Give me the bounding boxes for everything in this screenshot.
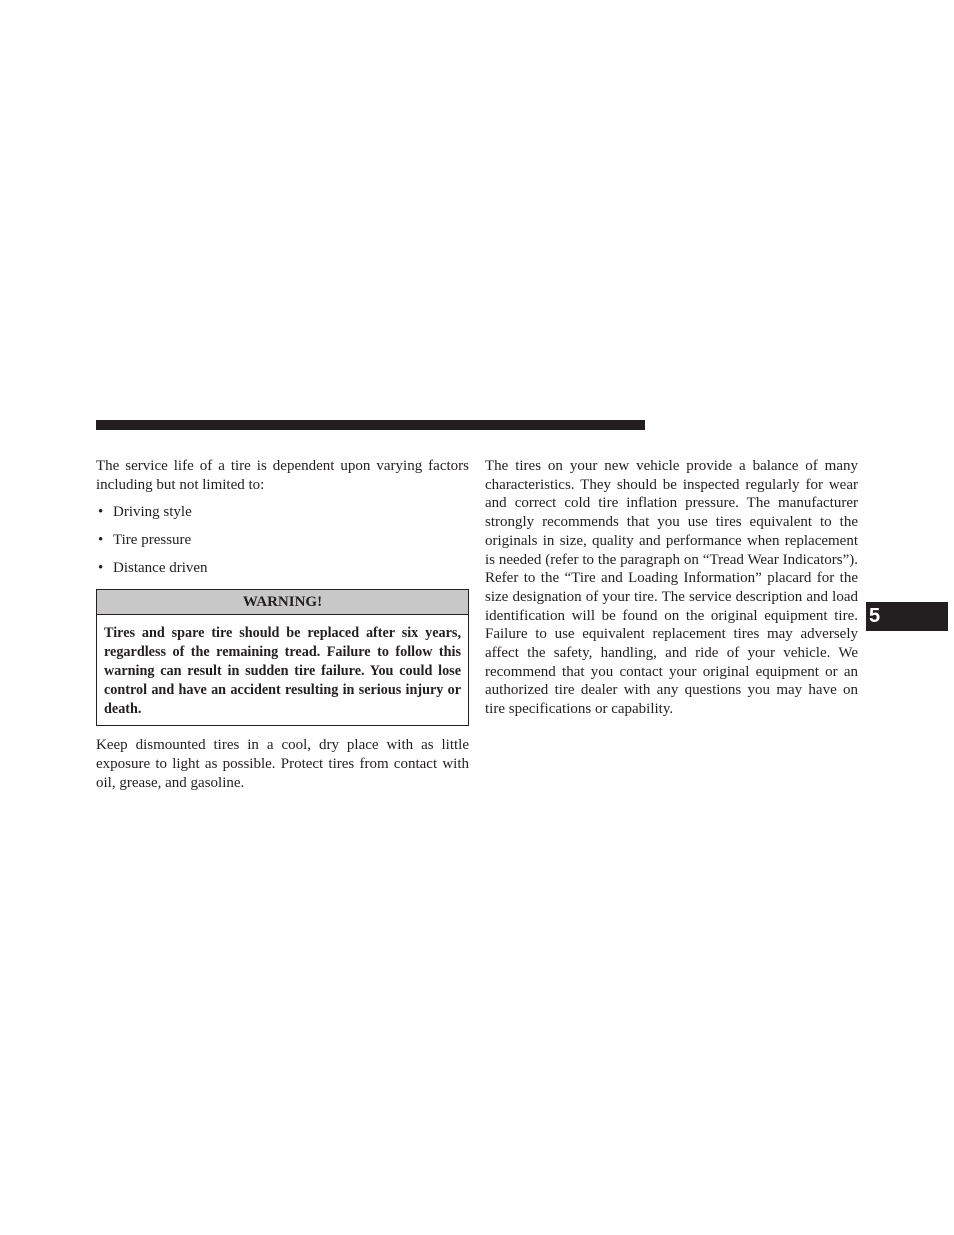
section-header-rule [96, 420, 645, 430]
list-item-label: Driving style [113, 504, 192, 521]
intro-paragraph: The service life of a tire is dependent upon varying factors including but not limited to: [96, 458, 469, 493]
warning-box [96, 589, 469, 726]
list-item-label: Tire pressure [113, 532, 192, 549]
warning-heading: WARNING! [97, 590, 468, 615]
bullet-icon: • [98, 504, 104, 521]
list-item [96, 503, 469, 531]
replacement-paragraph: The tires on your new vehicle provide a balance of many characteristics. They should be inspected regularly for wear and correct cold tire inflation pressure. The manufacturer strongly recommends that you use tires equivalent to the originals in size, quality and performance when replacement is needed (refer to the paragraph on “Tread Wear Indicators”). Refer to the “Tire and Loading Information” placard for the size designation of your tire. The service description and load identification will be found on the original equipment tire. Failure to use equivalent replacement tires may adversely affect the safety, handling, and ride of your vehicle. We recommend that you contact your original equipment or an authorized tire dealer with any questions you may have on tire specifications or capability. [485, 458, 858, 718]
right-column [485, 457, 858, 719]
warning-text: Tires and spare tire should be replaced after six years, regardless of the remaining tread. Failure to follow this warning can result in sudden tire failure. You could lose control and have an accident resulting in serious injury or death. [104, 625, 461, 717]
factor-list [96, 503, 469, 587]
chapter-tab [866, 602, 948, 631]
list-item [96, 559, 469, 587]
bullet-icon: • [98, 560, 104, 577]
bullet-icon: • [98, 532, 104, 549]
chapter-number: 5 [869, 605, 881, 627]
list-item [96, 531, 469, 559]
left-column [96, 457, 469, 793]
storage-paragraph: Keep dismounted tires in a cool, dry place with as little exposure to light as possible. Protect tires from contact with oil, grease, and gasoline. [96, 737, 469, 791]
list-item-label: Distance driven [113, 560, 208, 577]
